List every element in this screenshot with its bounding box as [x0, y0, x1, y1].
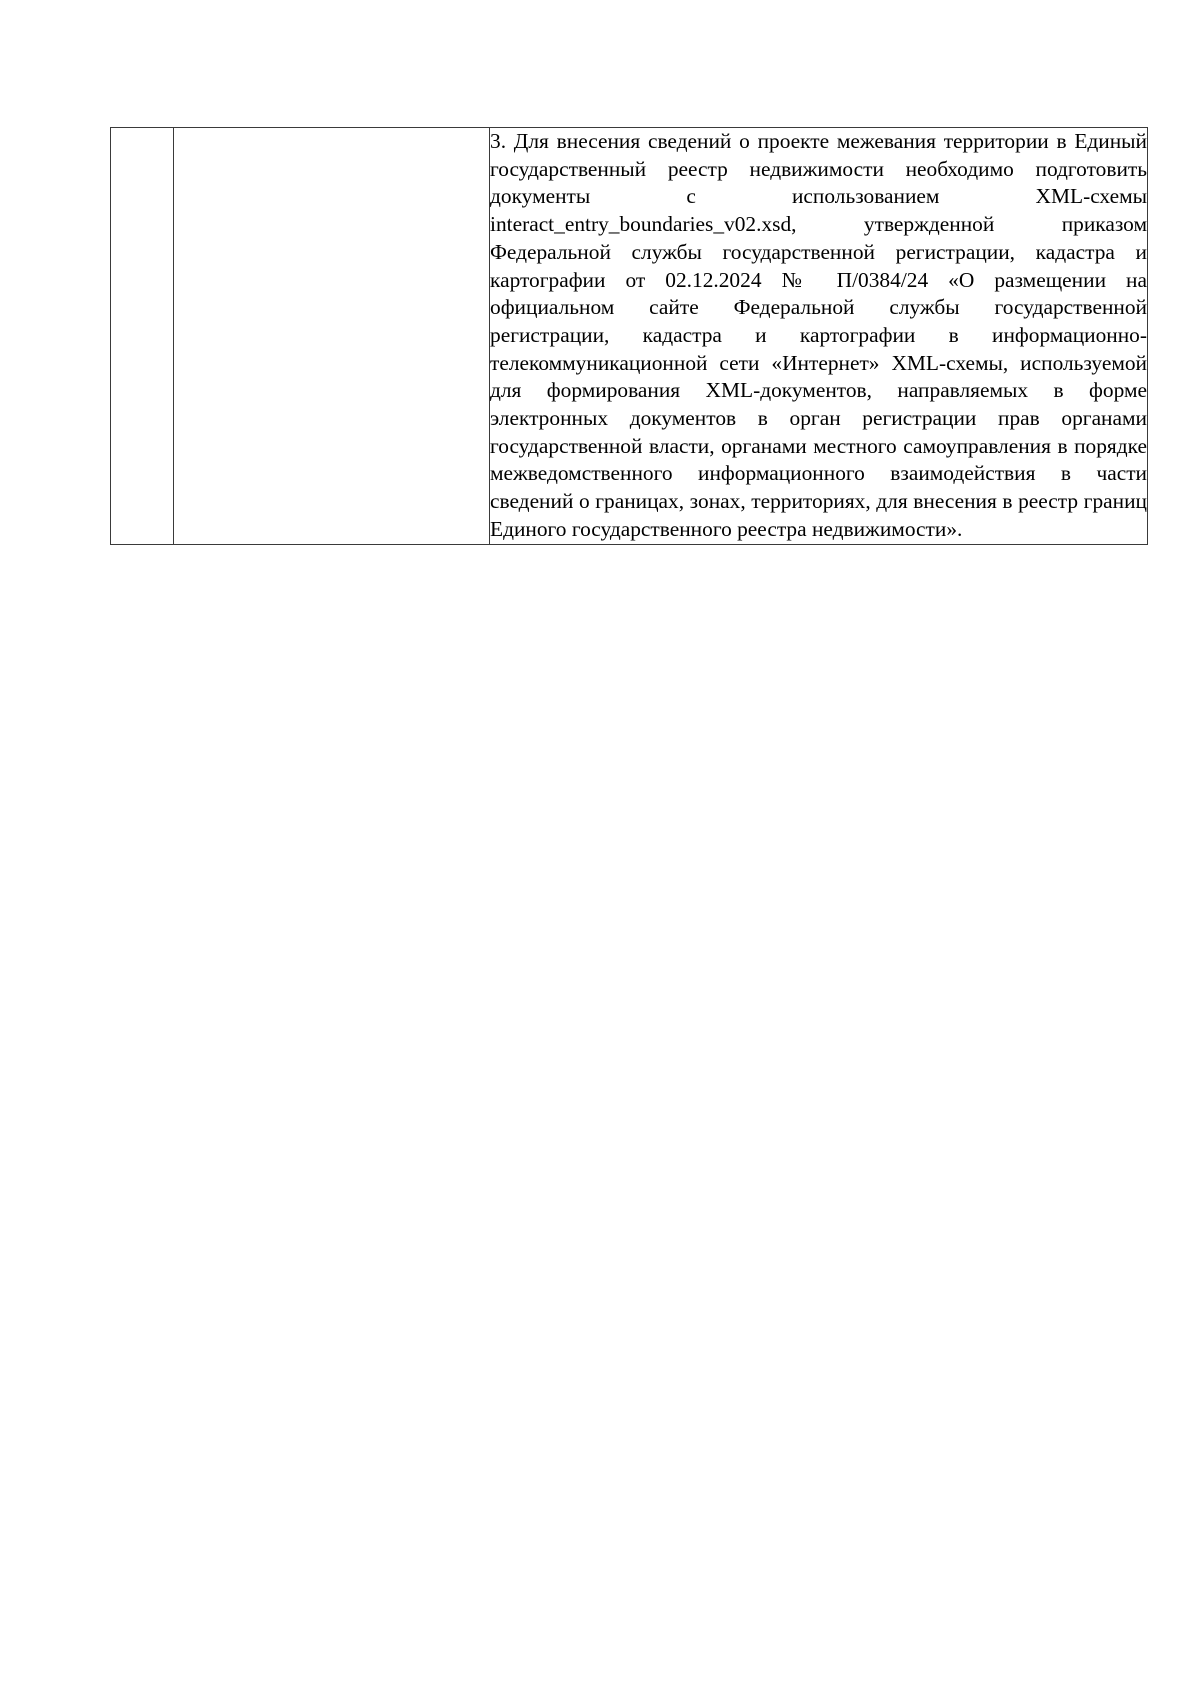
requirements-table	[110, 127, 1148, 545]
row-name-cell	[174, 128, 490, 545]
row-number-cell	[111, 128, 174, 545]
row-text-cell	[490, 128, 1148, 545]
row-text: 3. Для внесения сведений о проекте межевания территории в Единый государственный реестр недвижимости необходимо подготовить документы с использованием XML-схемы interact_entry_boundaries_v02.xsd, утвержденной приказом Федеральной службы государственной регистрации, кадастра и картографии от 02.12.2024 № П/0384/24 «О размещении на официальном сайте Федеральной службы государственной регистрации, кадастра и картографии в информационно-телекоммуникационной сети «Интернет» XML-схемы, используемой для формирования XML-документов, направляемых в форме электронных документов в орган регистрации прав органами государственной власти, органами местного самоуправления в порядке межведомственного информационного взаимодействия в части сведений о границах, зонах, территориях, для внесения в реестр границ Единого государственного реестра недвижимости».	[490, 129, 1147, 541]
table-row	[111, 128, 1148, 545]
